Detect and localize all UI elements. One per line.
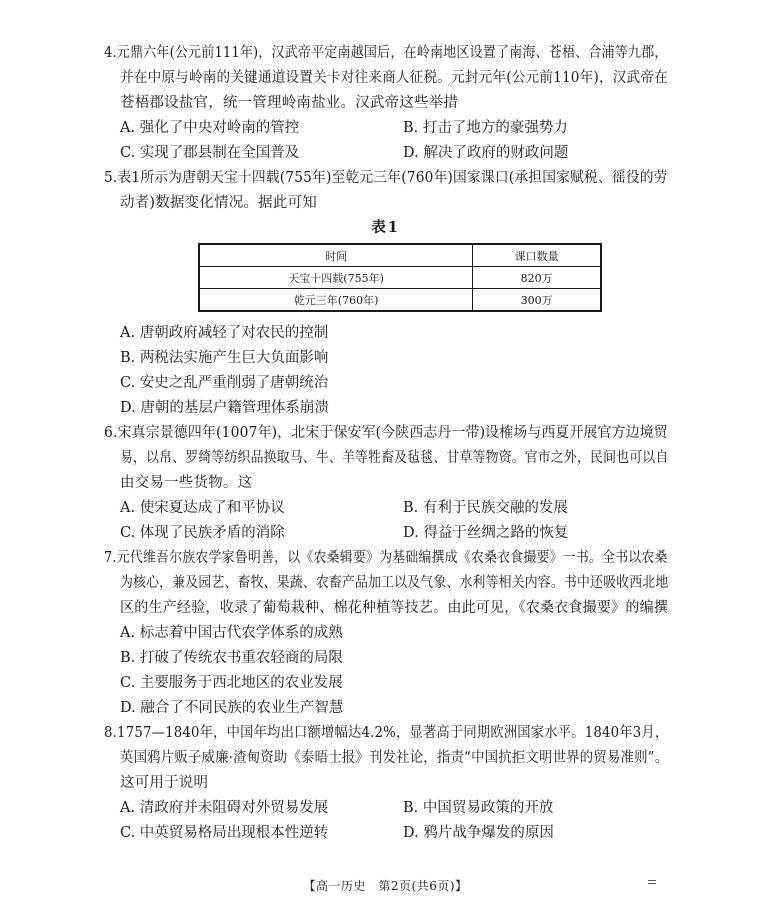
- table-header-row: [199, 244, 601, 267]
- q6-option-a: A. 使宋夏达成了和平协议: [120, 500, 285, 516]
- q4-stem-line-3: 苍梧郡设盐官，统一管理岭南盐业。汉武帝这些举措: [120, 95, 459, 111]
- q5-option-d: D. 唐朝的基层户籍管理体系崩溃: [120, 400, 329, 416]
- q8-option-d: D. 鸦片战争爆发的原因: [403, 825, 554, 841]
- table-row: [199, 267, 601, 289]
- q8-stem-line-2: 英国鸦片贩子威廉·渣甸资助《泰晤士报》刊发社论，指责“中国抗拒文明世界的贸易准则”。: [120, 750, 669, 766]
- q7-option-b: B. 打破了传统农书重农轻商的局限: [120, 650, 343, 666]
- table-cell-time: 乾元三年(760年): [199, 289, 473, 312]
- table-row: [199, 289, 601, 312]
- census-table: [198, 243, 602, 312]
- table-cell-count: 820万: [473, 267, 601, 289]
- q6-stem-line-3: 由交易一些货物。这: [120, 475, 253, 491]
- q7-stem-line-2: 为核心，兼及园艺、畜牧、果蔬、农畜产品加工以及气象、水利等相关内容。书中还吸收西北地: [120, 575, 669, 591]
- q8-option-c: C. 中英贸易格局出现根本性逆转: [120, 825, 329, 841]
- q6-option-c: C. 体现了民族矛盾的消除: [120, 525, 285, 541]
- q8-option-b: B. 中国贸易政策的开放: [403, 800, 554, 816]
- q7-stem-line-1: 7.元代维吾尔族农学家鲁明善，以《农桑辑要》为基础编撰成《农桑衣食撮要》一书。全书以农桑: [104, 550, 668, 566]
- q5-option-b: B. 两税法实施产生巨大负面影响: [120, 350, 329, 366]
- table-header-count: 课口数量: [473, 244, 601, 267]
- q7-option-a: A. 标志着中国古代农学体系的成熟: [120, 625, 343, 641]
- q7-stem-line-3: 区的生产经验，收录了葡萄栽种、棉花种植等技艺。由此可见，《农桑衣食撮要》的编撰: [120, 600, 669, 616]
- q5-stem-line-2: 动者)数据变化情况。据此可知: [120, 195, 317, 211]
- q4-stem-line-1: 4.元鼎六年(公元前111年)，汉武帝平定南越国后，在岭南地区设置了南海、苍梧、合浦等九郡，: [104, 45, 668, 61]
- table-cell-time: 天宝十四载(755年): [199, 267, 473, 289]
- page-footer: 【高一历史 第2页(共6页)】: [303, 879, 468, 893]
- q4-option-b: B. 打击了地方的豪强势力: [403, 120, 568, 136]
- q5-option-c: C. 安史之乱严重削弱了唐朝统治: [120, 375, 329, 391]
- table-header-time: 时间: [199, 244, 473, 267]
- q4-option-a: A. 强化了中央对岭南的管控: [120, 120, 300, 136]
- q6-option-d: D. 得益于丝绸之路的恢复: [403, 525, 569, 541]
- table-cell-count: 300万: [473, 289, 601, 312]
- q7-option-d: D. 融合了不同民族的农业生产智慧: [120, 700, 344, 716]
- q6-option-b: B. 有利于民族交融的发展: [403, 500, 568, 516]
- q6-stem-line-1: 6.宋真宗景德四年(1007年)，北宋于保安军(今陕西志丹一带)设榷场与西夏开展官方边境贸: [104, 425, 668, 441]
- q7-option-c: C. 主要服务于西北地区的农业发展: [120, 675, 343, 691]
- q8-stem-line-3: 这可用于说明: [120, 775, 209, 791]
- q6-stem-line-2: 易，以帛、罗绮等纺织品换取马、牛、羊等牲畜及毡毯、甘草等物资。官市之外，民间也可以自: [120, 450, 669, 466]
- page-mark-divider: [648, 880, 656, 884]
- q5-option-a: A. 唐朝政府减轻了对农民的控制: [120, 325, 329, 341]
- table-caption: 表1: [371, 219, 400, 236]
- q8-stem-line-1: 8.1757—1840年，中国年均出口额增幅达4.2%，显著高于同期欧洲国家水平。1840年3月，: [104, 725, 669, 741]
- q4-option-c: C. 实现了郡县制在全国普及: [120, 145, 300, 161]
- q4-stem-line-2: 并在中原与岭南的关键通道设置关卡对往来商人征税。元封元年(公元前110年)，汉武帝在: [120, 70, 668, 86]
- q4-option-d: D. 解决了政府的财政问题: [403, 145, 569, 161]
- q8-option-a: A. 清政府并未阻碍对外贸易发展: [120, 800, 329, 816]
- q5-stem-line-1: 5.表1所示为唐朝天宝十四载(755年)至乾元三年(760年)国家课口(承担国家赋税、徭役的劳: [104, 170, 668, 186]
